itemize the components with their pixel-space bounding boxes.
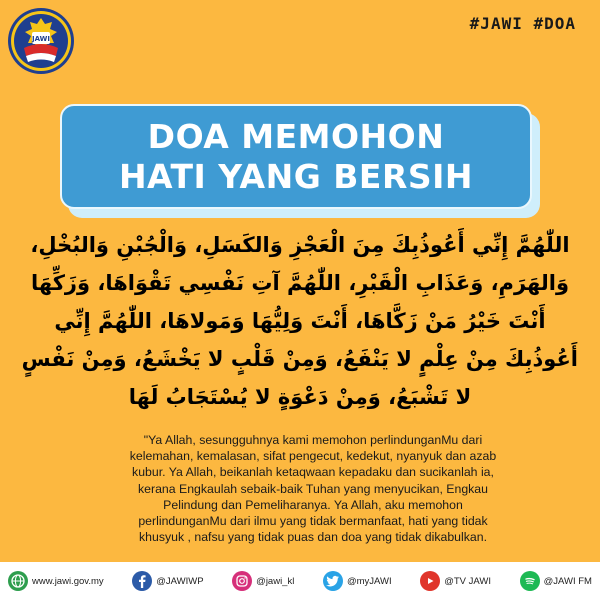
facebook-link[interactable] [132, 571, 203, 591]
translation-line: khusyuk , nafsu yang tidak puas dan doa yang tidak dikabulkan. [139, 530, 487, 545]
translation-line: kerana Engkaulah sebaik-baik Tuhan yang menyucikan, Engkau [137, 481, 488, 496]
arabic-line: وَالهَرَمِ، وَعَذَابِ الْقَبْرِ، اللّٰهُمَّ آتِ نَفْسِي تَقْوَاهَا، وَزَكِّهَا [30, 271, 570, 295]
jawi-logo [6, 6, 76, 76]
translation-line: Pelindung dan Pemeliharanya. Ya Allah, aku memohon [163, 497, 463, 512]
social-footer [0, 562, 600, 600]
translation-line: perlindunganMu dari ilmu yang tidak bermanfaat, hati yang tidak [138, 514, 488, 529]
arabic-line: أَنْتَ خَيْرُ مَنْ زَكَّاهَا، أَنْتَ وَلِيُّهَا وَمَولاهَا، اللّٰهُمَّ إِنِّي [54, 309, 546, 333]
spotify-label: @JAWI FM [543, 575, 592, 587]
facebook-label: @JAWIWP [156, 575, 204, 587]
spotify-link[interactable] [520, 571, 592, 591]
title-card [60, 104, 532, 209]
globe-icon [8, 571, 28, 591]
twitter-icon [323, 571, 343, 591]
arabic-line: اللّٰهُمَّ إِنِّي أَعُوذُبِكَ مِنَ الْعَجْزِ وَالكَسَلِ، وَالْجُبْنِ وَالبُخْلِ، [30, 233, 570, 257]
svg-text:JAWI: JAWI [31, 35, 51, 43]
translation-line: kelemahan, kemalasan, sifat pengecut, kedekut, nyanyuk dan azab [129, 449, 497, 464]
spotify-icon [520, 571, 540, 591]
facebook-icon [132, 571, 152, 591]
twitter-link[interactable] [323, 571, 392, 591]
youtube-link[interactable] [420, 571, 491, 591]
instagram-icon [232, 571, 252, 591]
arabic-prayer [22, 226, 578, 416]
instagram-label: @jawi_kl [256, 575, 295, 587]
title-line-1: DOA MEMOHON [147, 116, 445, 156]
title-line-2: HATI YANG BERSIH [118, 156, 474, 196]
title-banner [60, 104, 540, 218]
youtube-label: @TV JAWI [444, 575, 491, 587]
arabic-line: لا تَشْبَعُ، وَمِنْ دَعْوَةٍ لا يُسْتَجَابُ لَهَا [128, 385, 472, 409]
translation-line: kubur. Ya Allah, beikanlah ketaqwaan kepadaku dan sucikanlah ia, [132, 465, 494, 480]
website-label: www.jawi.gov.my [32, 575, 104, 587]
twitter-label: @myJAWI [346, 575, 392, 587]
translation-text [66, 432, 560, 545]
youtube-icon [420, 571, 440, 591]
website-link[interactable] [8, 571, 104, 591]
translation-line: "Ya Allah, sesungguhnya kami memohon perlindunganMu dari [143, 433, 483, 447]
arabic-line: أَعُوذُبِكَ مِنْ عِلْمٍ لا يَنْفَعُ، وَمِنْ قَلْبٍ لا يَخْشَعُ، وَمِنْ نَفْسٍ [21, 347, 578, 371]
instagram-link[interactable] [232, 571, 294, 591]
hashtag-label: #JAWI #DOA [469, 14, 576, 33]
